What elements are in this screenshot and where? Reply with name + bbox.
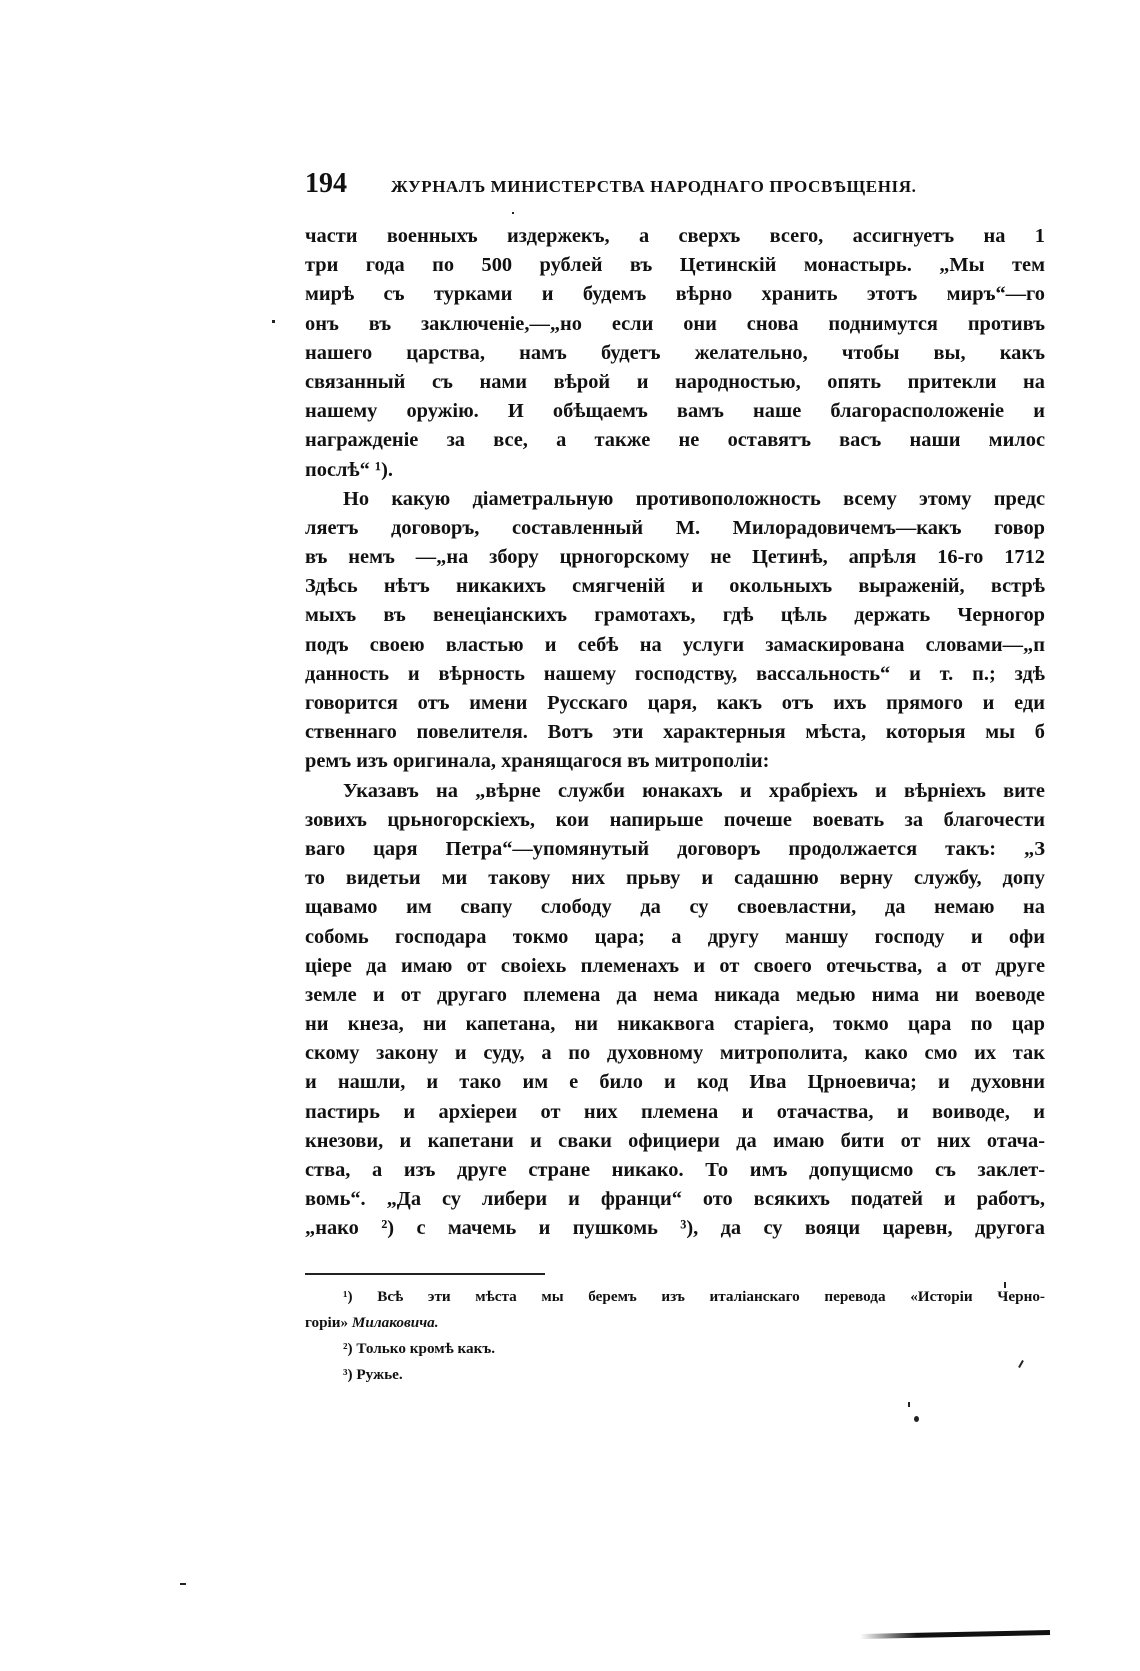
text-line: связанный съ нами вѣрой и народностью, опять притекли на	[305, 370, 1045, 393]
paragraph-start: Указавъ на „вѣрне служби юнакахъ и храбріехъ и вѣрніехъ вите	[343, 779, 1045, 802]
text-line: награжденіе за все, а также не оставятъ васъ наши милос	[305, 429, 1045, 452]
footnote-1-author: Милаковича.	[351, 1314, 439, 1331]
text-line: „нако ²) с мачемь и пушкомь ³), да су вояци царевн, другога	[305, 1217, 1045, 1240]
text-line: Здѣсь нѣтъ никакихъ смягченій и окольныхъ выраженій, встрѣ	[305, 575, 1045, 598]
text-line: говорится отъ имени Русскаго царя, какъ отъ ихъ прямого и еди	[305, 692, 1045, 714]
running-head	[305, 168, 1050, 202]
text-line: ственнаго повелителя. Вотъ эти характерныя мѣста, которыя мы б	[305, 721, 1045, 744]
scan-speck	[914, 1416, 919, 1422]
scan-speck	[272, 320, 275, 323]
text-line: мыхъ въ венеціанскихъ грамотахъ, гдѣ цѣль держать Черногор	[305, 604, 1045, 627]
text-line: и нашли, и тако им е било и код Ива Црноевича; и духовни	[305, 1071, 1045, 1094]
text-line: ремъ изъ оригинала, хранящагося въ митрополіи:	[305, 750, 770, 773]
text-line: три года по 500 рублей въ Цетинскій монастырь. „Мы тем	[305, 254, 1045, 277]
text-line: ціере да имаю от своіехь племенахъ и от своего отечьства, а от друге	[305, 954, 1045, 977]
text-line: ни кнеза, ни капетана, ни никаквога старіега, токмо цара по цар	[305, 1013, 1045, 1036]
text-line: части военныхъ издержекъ, а сверхъ всего, ассигнуетъ на 1	[305, 225, 1045, 247]
text-line: зовихъ црьногорскіехъ, кои напирьше почеше воевать за благочести	[305, 808, 1045, 831]
scan-speck	[908, 1402, 910, 1407]
text-line: мирѣ съ турками и будемъ вѣрно хранить этотъ миръ“—го	[305, 283, 1045, 306]
text-line: ляетъ договоръ, составленный М. Милорадовичемъ—какъ говор	[305, 516, 1045, 539]
text-line: нашего царства, намъ будетъ желательно, чтобы вы, какъ	[305, 341, 1045, 364]
journal-title: ЖУРНАЛЪ МИНИСТЕРСТВА НАРОДНАГО ПРОСВѢЩЕНІЯ.	[391, 177, 917, 196]
text-line: ства, а изъ друге стране никако. То имъ допущисмо съ заклет-	[305, 1159, 1045, 1181]
text-line: данность и вѣрность нашему господству, вассальность“ и т. п.; здѣ	[305, 662, 1045, 685]
scan-speck	[1004, 1282, 1006, 1288]
body-text	[305, 222, 1045, 1244]
scan-speck	[180, 1583, 186, 1585]
scan-edge-mark	[860, 1630, 1050, 1639]
footnote-1-continued	[305, 1310, 1045, 1336]
text-line: въ немъ —„на збору црногорскому не Цетинѣ, апрѣля 16-го 1712	[305, 546, 1045, 569]
text-line: земле и от другаго племена да нема никада медью нима ни воеводе	[305, 983, 1045, 1006]
text-line: собомь господара токмо цара; а другу маншу господу и офи	[305, 925, 1045, 948]
text-line: щавамо им свапу слободу да су своевластни, да немаю на	[305, 896, 1045, 919]
text-line: подъ своею властью и себѣ на услуги замаскирована словами—„п	[305, 633, 1045, 656]
paragraph-start: Но какую діаметральную противоположность всему этому предс	[343, 487, 1045, 510]
footnote-1-text: горіи»	[305, 1314, 349, 1331]
footnote-divider	[305, 1273, 545, 1275]
text-line: пастирь и архіереи от них племена и отачаства, и воиводе, и	[305, 1100, 1045, 1123]
footnotes	[305, 1284, 1045, 1388]
footnote-1: ¹) Всѣ эти мѣста мы беремъ изъ италіанскаго перевода «Исторіи Черно-	[343, 1288, 1045, 1305]
text-line: кнезови, и капетани и сваки официери да имаю бити от них отача-	[305, 1129, 1045, 1152]
text-line: нашему оружію. И обѣщаемъ вамъ наше благорасположеніе и	[305, 400, 1045, 423]
text-line: вомь“. „Да су либери и франци“ ото всякихъ податей и работъ,	[305, 1188, 1045, 1211]
text-line: ваго царя Петра“—упомянутый договоръ продолжается такъ: „З	[305, 837, 1045, 860]
text-line: то видетьи ми такову них прьву и садашню верну службу, допу	[305, 867, 1045, 890]
page-number: 194	[305, 168, 347, 199]
text-line: онъ въ заключеніе,—„но если они снова поднимутся противъ	[305, 312, 1045, 335]
text-line: послѣ“ ¹).	[305, 458, 393, 481]
text-line: скому закону и суду, а по духовному митрополита, како смо их так	[305, 1042, 1045, 1065]
footnote-2: ²) Только кромѣ какъ.	[343, 1340, 496, 1357]
scan-speck	[512, 212, 514, 214]
footnote-3: ³) Ружье.	[343, 1366, 403, 1383]
